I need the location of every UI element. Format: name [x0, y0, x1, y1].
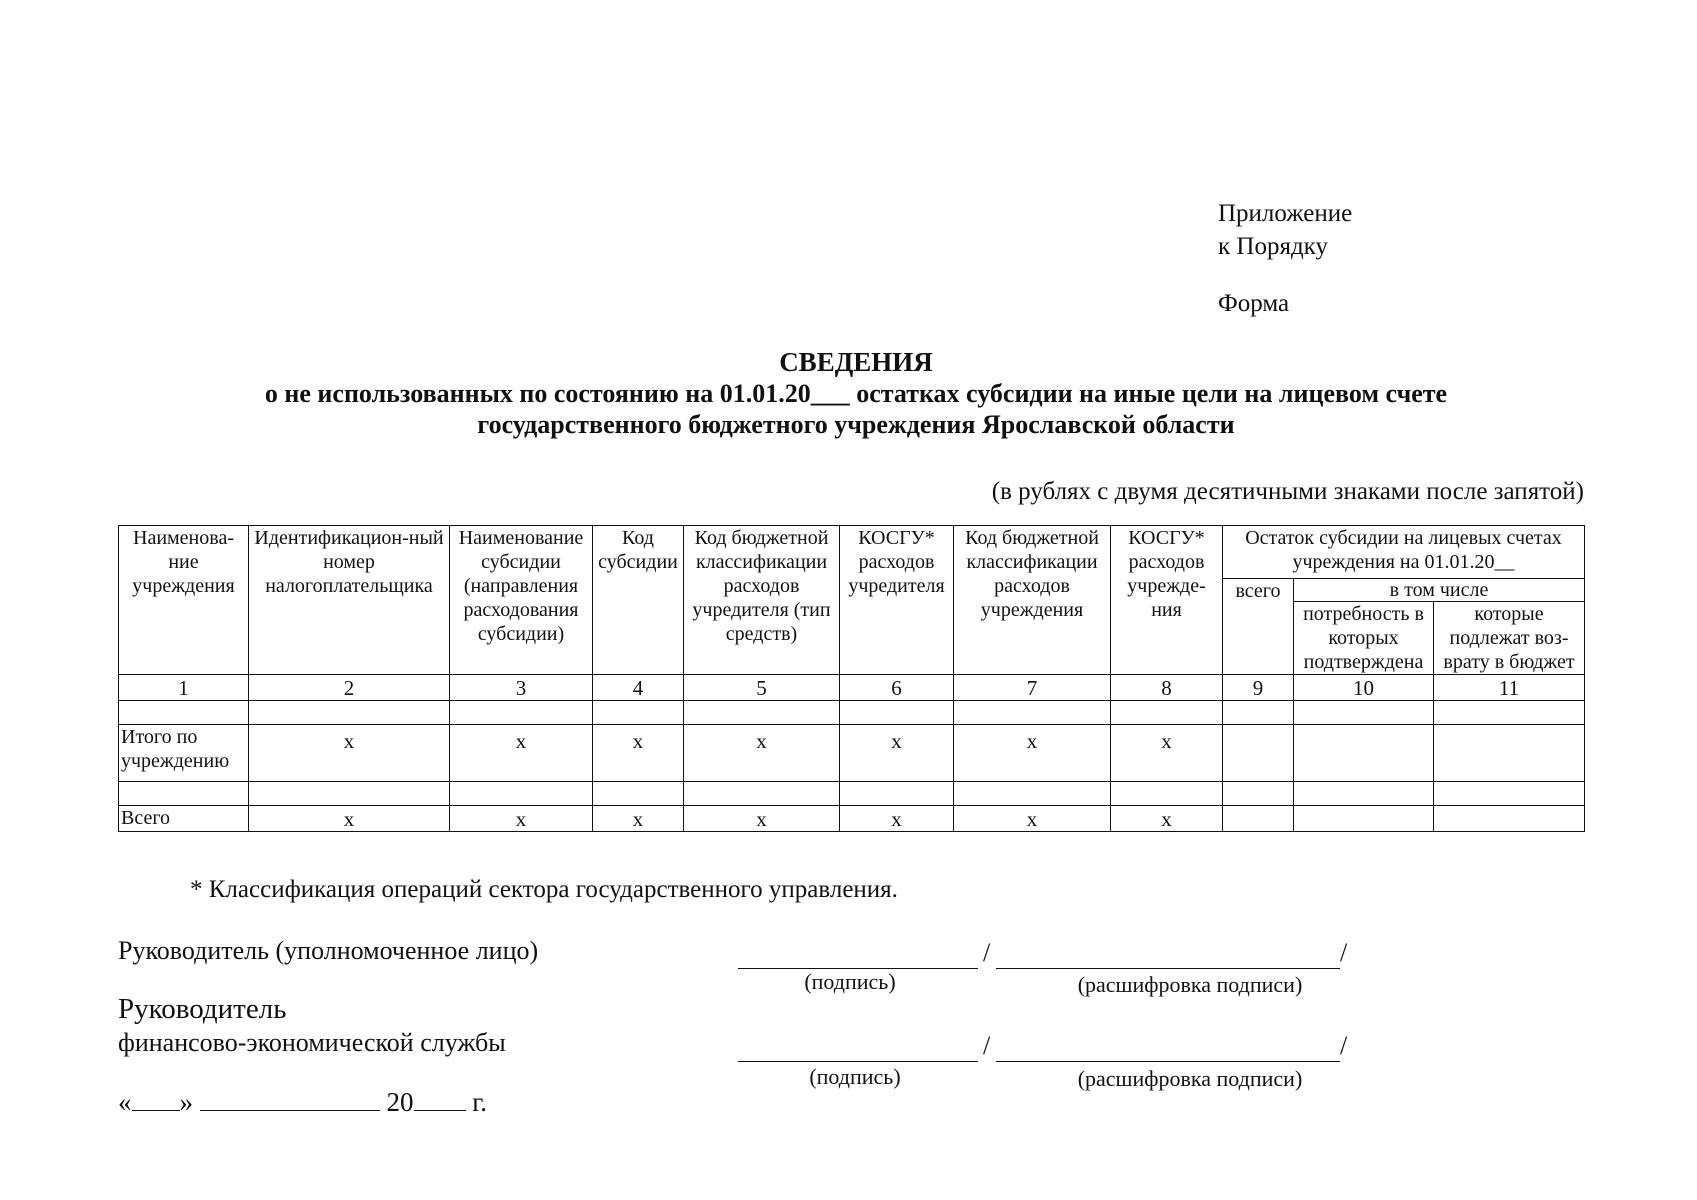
table-cell[interactable]	[1223, 701, 1294, 725]
title-main: СВЕДЕНИЯ	[779, 347, 933, 377]
table-cell[interactable]	[450, 782, 593, 806]
header-total: всего	[1223, 579, 1294, 675]
appendix-reference: к Порядку	[1218, 233, 1328, 260]
day-blank[interactable]	[132, 1088, 180, 1111]
decode-caption: (расшифровка подписи)	[1077, 1066, 1303, 1091]
cross-mark: x	[684, 806, 840, 832]
signature-caption: (подпись)	[804, 969, 896, 994]
finance-head-label	[118, 992, 506, 1060]
table-cell[interactable]	[1223, 725, 1294, 782]
table-cell[interactable]	[840, 782, 954, 806]
header-row-1	[119, 526, 1585, 579]
table-cell[interactable]	[1223, 782, 1294, 806]
table-cell[interactable]	[684, 782, 840, 806]
cross-mark: x	[840, 725, 954, 782]
table-cell[interactable]	[119, 701, 249, 725]
table-cell[interactable]	[1294, 725, 1434, 782]
header-confirmed-need: потребность в которых подтверждена	[1294, 602, 1434, 675]
slash-separator: /	[983, 1031, 991, 1060]
header-subsidy-code: Код субсидии	[593, 526, 684, 675]
cross-mark: x	[1111, 806, 1223, 832]
header-subsidy-name: Наименование субсидии (направления расходования субсидии)	[450, 526, 593, 675]
table-cell[interactable]	[249, 782, 450, 806]
document-title	[0, 347, 1697, 440]
finance-decode-line[interactable]	[996, 1061, 1340, 1062]
title-line-3: государственного бюджетного учреждения Ярославской области	[477, 410, 1235, 439]
header-including-group: в том числе	[1294, 579, 1585, 602]
table-cell[interactable]	[593, 701, 684, 725]
date-open-quote: «	[118, 1087, 132, 1117]
head-label	[118, 934, 538, 968]
signature-caption: (подпись)	[809, 1064, 901, 1089]
header-institution-budget-code: Код бюджетной классификации расходов учреждения	[954, 526, 1111, 675]
institution-total-label: Итого по учреждению	[119, 725, 249, 782]
table-cell[interactable]	[684, 701, 840, 725]
header-return-to-budget: которые подлежат воз-врату в бюджет	[1434, 602, 1585, 675]
header-institution-kosgu: КОСГУ* расходов учрежде-ния	[1111, 526, 1223, 675]
table-cell[interactable]	[1434, 806, 1585, 832]
table-cell[interactable]	[119, 782, 249, 806]
cross-mark: x	[954, 725, 1111, 782]
column-number: 10	[1294, 675, 1434, 701]
slash-separator: /	[1340, 1031, 1348, 1060]
month-blank[interactable]	[200, 1088, 380, 1111]
table-cell[interactable]	[1111, 701, 1223, 725]
header-remainder-group: Остаток субсидии на лицевых счетах учреждения на 01.01.20__	[1223, 526, 1585, 579]
column-number: 1	[119, 675, 249, 701]
cross-mark: x	[1111, 725, 1223, 782]
column-number: 4	[593, 675, 684, 701]
year-suffix: г.	[472, 1087, 488, 1117]
column-number: 5	[684, 675, 840, 701]
cross-mark: x	[450, 725, 593, 782]
column-number: 8	[1111, 675, 1223, 701]
form-label: Форма	[1218, 290, 1290, 317]
title-line-2: о не использованных по состоянию на 01.01.20___ остатках субсидии на иные цели на лицевом счете	[264, 379, 1448, 408]
table-row	[119, 701, 1585, 725]
cross-mark: x	[593, 806, 684, 832]
cross-mark: x	[450, 806, 593, 832]
header-founder-budget-code: Код бюджетной классификации расходов учредителя (тип средств)	[684, 526, 840, 675]
units-note: (в рублях с двумя десятичными знаками после запятой)	[991, 478, 1584, 505]
column-number: 9	[1223, 675, 1294, 701]
column-numbers-row	[119, 675, 1585, 701]
table-cell[interactable]	[1434, 782, 1585, 806]
cross-mark: x	[249, 806, 450, 832]
cross-mark: x	[954, 806, 1111, 832]
cross-mark: x	[840, 806, 954, 832]
table-cell[interactable]	[1294, 806, 1434, 832]
appendix-block	[1218, 197, 1352, 320]
table-cell[interactable]	[840, 701, 954, 725]
finance-signature-line[interactable]	[738, 1061, 978, 1062]
decode-caption: (расшифровка подписи)	[1077, 972, 1303, 997]
head-label-text: Руководитель (уполномоченное лицо)	[118, 936, 539, 965]
date-line	[118, 1087, 487, 1118]
cross-mark: x	[684, 725, 840, 782]
date-close-quote: »	[179, 1087, 193, 1117]
institution-total-row	[119, 725, 1585, 782]
column-number: 6	[840, 675, 954, 701]
column-number: 11	[1434, 675, 1585, 701]
cross-mark: x	[593, 725, 684, 782]
table-cell[interactable]	[1223, 806, 1294, 832]
column-number: 2	[249, 675, 450, 701]
table-cell[interactable]	[1434, 725, 1585, 782]
grand-total-row	[119, 806, 1585, 832]
head-decode-line[interactable]	[996, 968, 1340, 969]
subsidy-table	[118, 525, 1585, 832]
table-cell[interactable]	[1294, 701, 1434, 725]
column-number: 3	[450, 675, 593, 701]
finance-head-label-line-1: Руководитель	[118, 993, 287, 1025]
slash-separator: /	[983, 938, 991, 967]
year-prefix: 20	[386, 1087, 414, 1117]
slash-separator: /	[1340, 938, 1348, 967]
table-row	[119, 782, 1585, 806]
grand-total-label: Всего	[119, 806, 249, 832]
cross-mark: x	[249, 725, 450, 782]
column-number: 7	[954, 675, 1111, 701]
table-cell[interactable]	[593, 782, 684, 806]
table-cell[interactable]	[1294, 782, 1434, 806]
table-cell[interactable]	[954, 782, 1111, 806]
header-institution-name: Наименова-ние учреждения	[119, 526, 249, 675]
table-cell[interactable]	[1434, 701, 1585, 725]
appendix-label: Приложение	[1218, 200, 1353, 227]
footnote: * Классификация операций сектора государственного управления.	[190, 876, 898, 903]
header-taxpayer-id: Идентификацион-ный номер налогоплательщика	[249, 526, 450, 675]
year-blank[interactable]	[414, 1088, 466, 1111]
table-cell[interactable]	[1111, 782, 1223, 806]
table-cell[interactable]	[249, 701, 450, 725]
header-founder-kosgu: КОСГУ* расходов учредителя	[840, 526, 954, 675]
table-cell[interactable]	[954, 701, 1111, 725]
finance-head-label-line-2: финансово-экономической службы	[118, 1028, 506, 1057]
table-cell[interactable]	[450, 701, 593, 725]
